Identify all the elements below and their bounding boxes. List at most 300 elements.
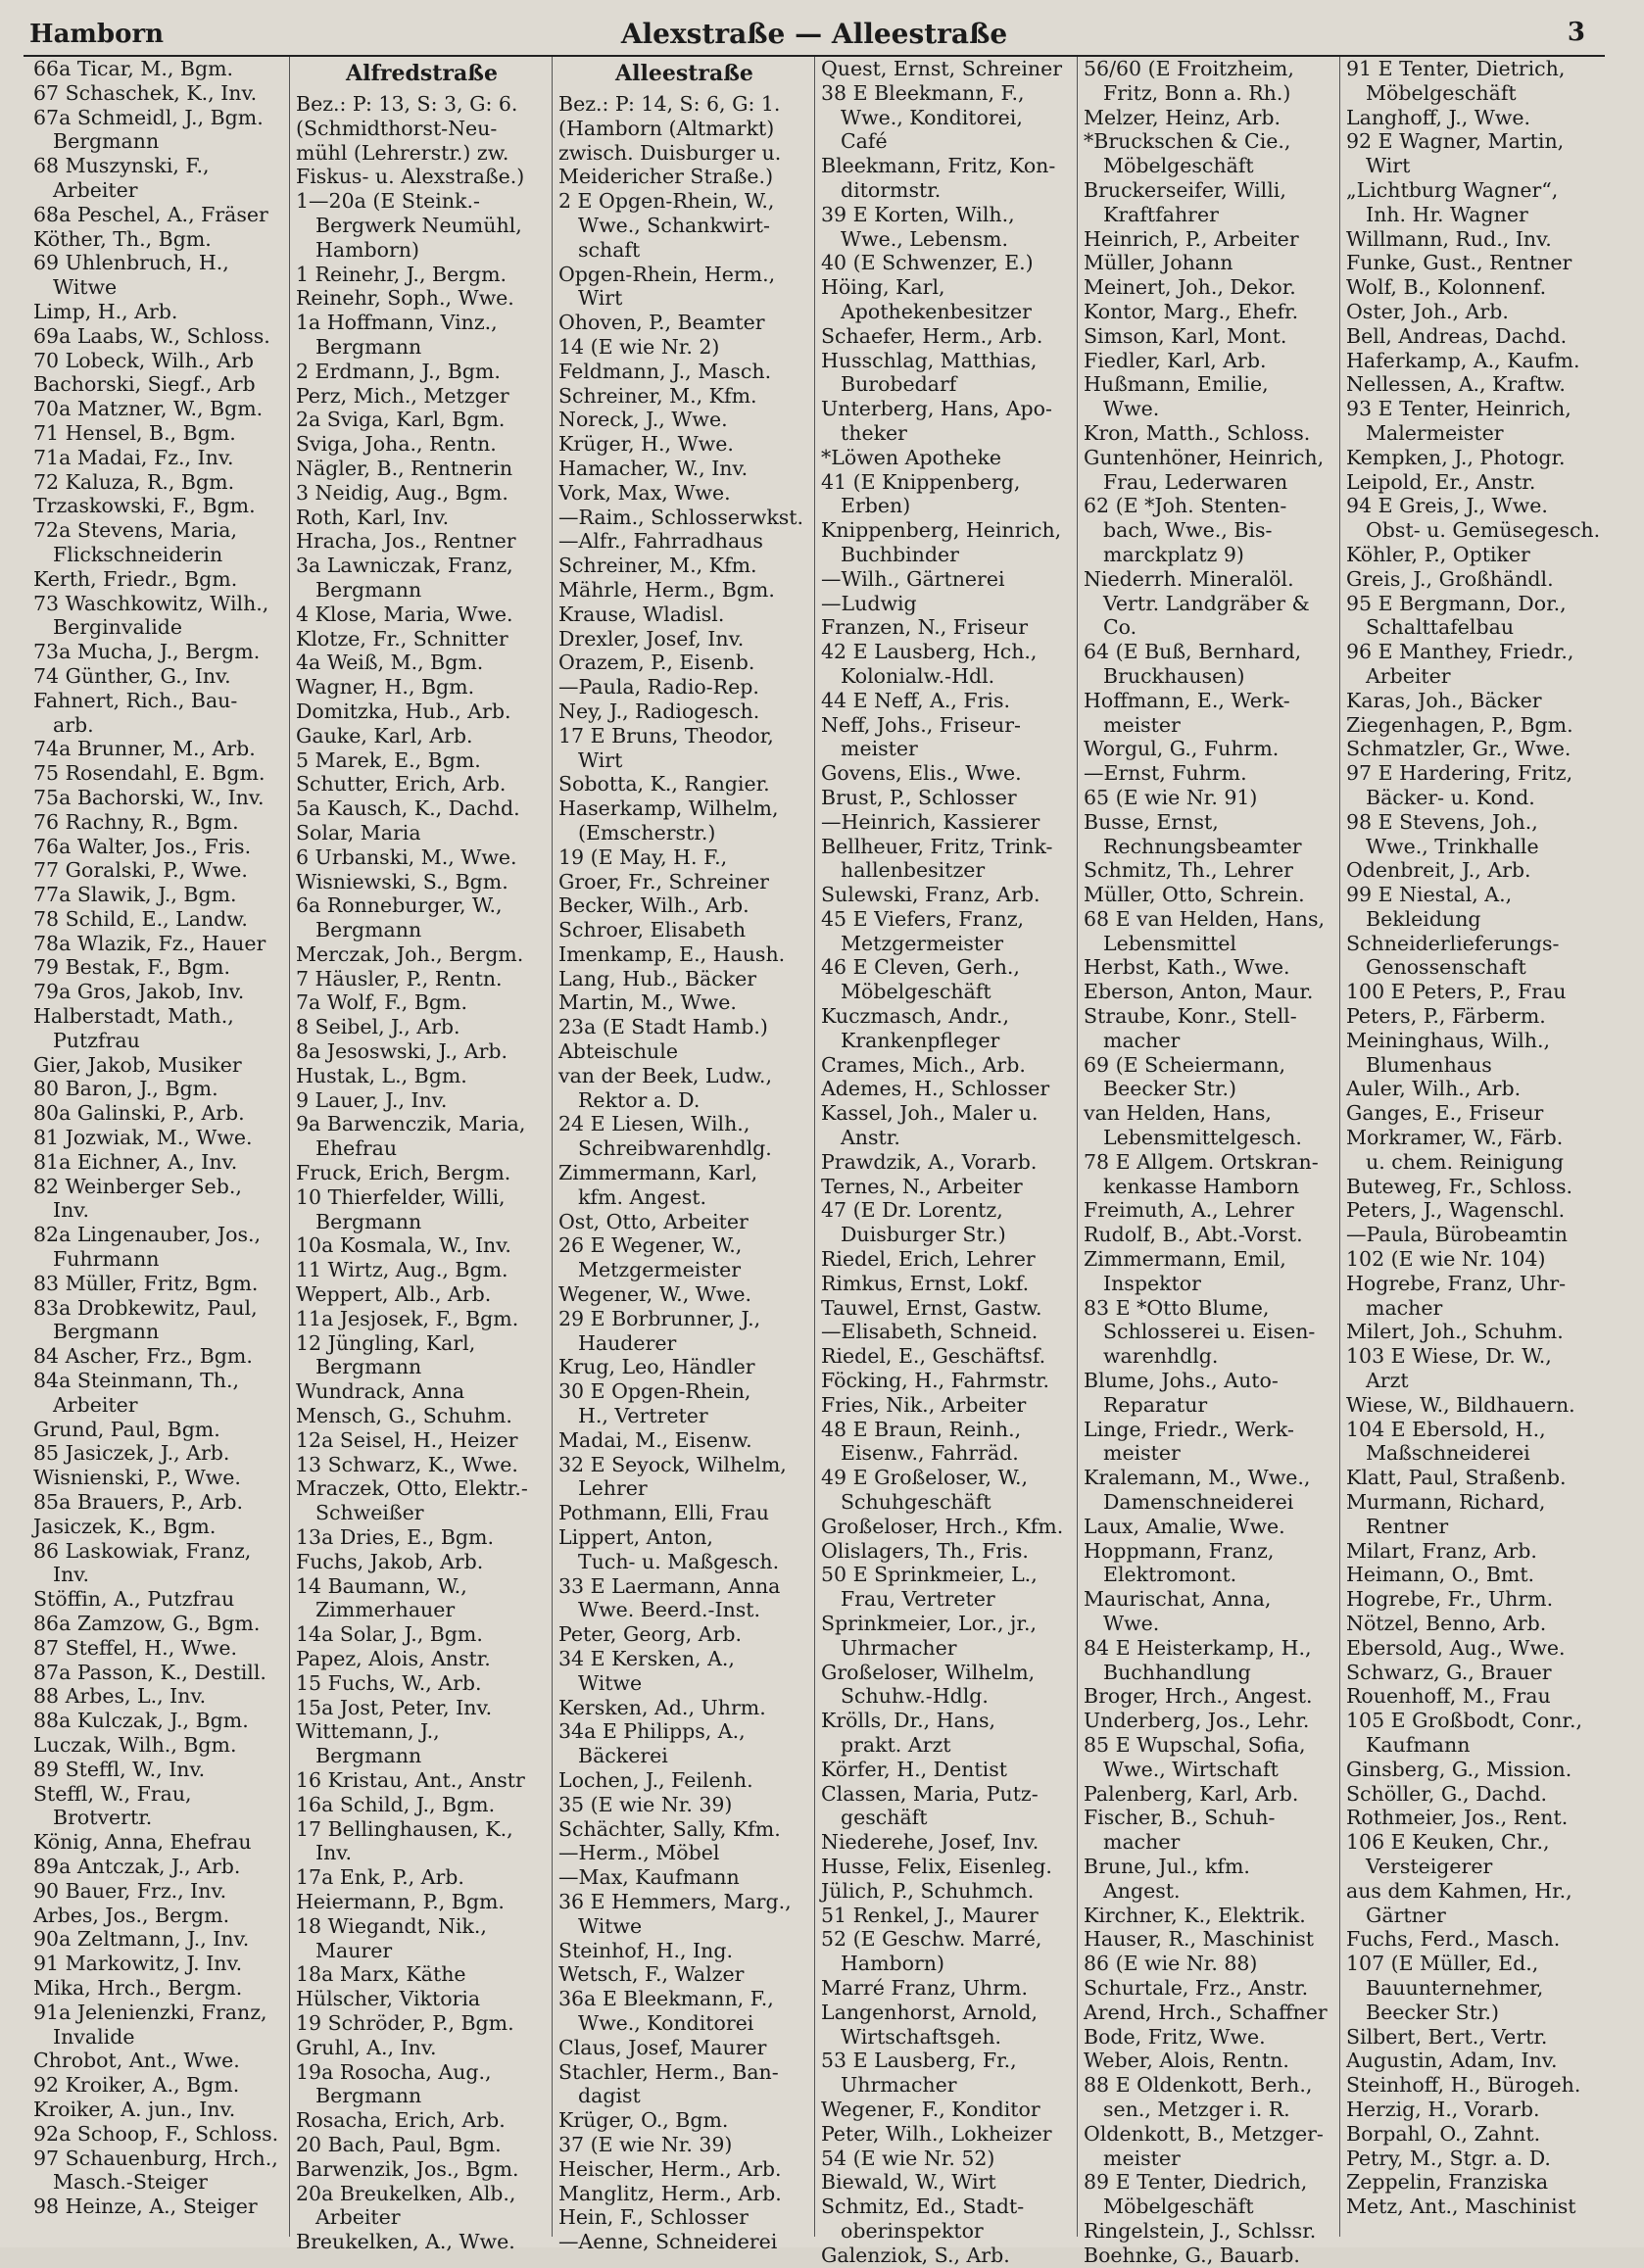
directory-entry: 37 (E wie Nr. 39) [558,2132,733,2156]
directory-entry: 46 E Cleven, Gerh., [821,955,1020,980]
directory-entry: Köhler, P., Optiker [1346,542,1530,566]
directory-entry: 85 Jasiczek, J., Arb. [33,1441,230,1466]
directory-entry: 73a Mucha, J., Bergm. [33,640,261,664]
directory-entry: Rouenhoff, M., Frau [1346,1684,1551,1709]
directory-entry: 71a Madai, Fz., Inv. [33,445,234,469]
directory-entry: Hauser, R., Maschinist [1084,1927,1315,1952]
directory-entry: Möbelgeschäft [1103,154,1254,178]
directory-entry: Schutter, Erich, Arb. [296,772,507,796]
directory-entry: 51 Renkel, J., Maurer [821,1903,1039,1927]
directory-entry: Weppert, Alb., Arb. [296,1282,492,1307]
directory-entry: Kersken, Ad., Uhrm. [558,1695,766,1719]
directory-entry: Marré Franz, Uhrm. [821,1975,1028,2000]
directory-entry: 16 Kristau, Ant., Anstr [296,1767,525,1792]
directory-entry: 107 (E Müller, Ed., [1346,1952,1539,1976]
directory-entry: Langenhorst, Arnold, [821,2000,1038,2024]
directory-entry: Arbes, Jos., Bergm. [33,1903,230,1927]
directory-entry: Krug, Leo, Händler [558,1355,755,1379]
directory-entry: —Ernst, Fuhrm. [1084,761,1247,786]
directory-entry: Peters, J., Wagenschl. [1346,1198,1566,1223]
directory-entry: Ost, Otto, Arbeiter [558,1209,749,1233]
directory-entry: Manglitz, Herm., Arb. [558,2181,782,2205]
directory-entry: Nägler, B., Rentnerin [296,456,513,480]
directory-entry: Versteigerer [1366,1854,1493,1878]
page-header [24,12,1605,57]
directory-entry: 84 Ascher, Frz., Bgm. [33,1344,253,1369]
directory-entry: Bergwerk Neumühl, [315,213,522,237]
directory-entry: 34a E Philipps, A., [558,1719,746,1744]
directory-entry: Odenbreit, J., Arb. [1346,858,1531,883]
directory-entry: Classen, Maria, Putz- [821,1781,1039,1806]
directory-entry: Obst- u. Gemüsegesch. [1366,518,1601,543]
directory-entry: 88a Kulczak, J., Bgm. [33,1709,249,1733]
directory-entry: Zeppelin, Franziska [1346,2170,1549,2195]
directory-entry: Rentner [1366,1514,1449,1538]
directory-entry: Palenberg, Karl, Arb. [1084,1781,1299,1806]
directory-entry: 68 Muszynski, F., [33,154,210,178]
directory-entry: Fuchs, Ferd., Masch. [1346,1927,1561,1952]
column-1 [27,57,290,2237]
directory-entry: Arbeiter [53,177,138,202]
directory-entry: Bergmann [315,1744,422,1768]
directory-entry: Lehrer [578,1476,648,1501]
directory-entry: Jülich, P., Schuhmch. [821,1878,1035,1903]
directory-entry: 68a Peschel, A., Fräser [33,202,268,226]
directory-entry: Ney, J., Radiogesch. [558,699,760,723]
directory-entry: 78a Wlazik, Fz., Hauer [33,931,266,955]
directory-entry: 91a Jelenienzki, Franz, [33,2000,267,2024]
directory-entry: Wirt [578,286,623,311]
directory-entry: Wwe., Schankwirt- [578,213,770,237]
directory-entry: Lochen, J., Feilenh. [558,1767,753,1792]
directory-entry: Kolonialw.-Hdl. [841,663,995,688]
directory-entry: Kralemann, M., Wwe., [1084,1466,1311,1490]
directory-entry: Bergmann [315,334,422,359]
directory-entry: 19 (E May, H. F., [558,844,728,869]
directory-entry: 54 (E wie Nr. 52) [821,2146,995,2170]
directory-entry: 2a Sviga, Karl, Bgm. [296,408,506,432]
directory-entry: Hauderer [578,1330,677,1355]
directory-entry: Schurtale, Frz., Anstr. [1084,1975,1309,2000]
directory-entry: Rimkus, Ernst, Lokf. [821,1271,1030,1295]
directory-entry: Reparatur [1103,1392,1208,1417]
directory-entry: prakt. Arzt [841,1732,951,1757]
directory-entry: 98 E Stevens, Joh., [1346,809,1538,834]
directory-entry: Kroiker, A. jun., Inv. [33,2097,236,2121]
directory-entry: Karas, Joh., Bäcker [1346,688,1542,712]
directory-entry: Madai, M., Eisenw. [558,1427,752,1452]
directory-entry: Krüger, H., Wwe. [558,432,734,457]
directory-entry: 79 Bestak, F., Bgm. [33,955,230,980]
directory-entry: Wwe. [1103,397,1160,421]
directory-entry: Wwe., Wirtschaft [1103,1757,1279,1781]
directory-entry: Prawdzik, A., Vorarb. [821,1149,1038,1174]
directory-entry: Witwe [53,275,118,300]
directory-entry: Auler, Wilh., Arb. [1346,1077,1522,1101]
directory-entry: Kerth, Friedr., Bgm. [33,566,238,591]
directory-entry: Wegener, F., Konditor [821,2097,1040,2121]
directory-entry: Crames, Mich., Arb. [821,1052,1026,1077]
directory-entry: 33 E Laermann, Anna [558,1573,781,1598]
directory-entry: 76a Walter, Jos., Fris. [33,834,252,858]
directory-entry: 36 E Hemmers, Marg., [558,1889,792,1913]
directory-entry: 103 E Wiese, Dr. W., [1346,1344,1552,1369]
directory-entry: macher [1366,1295,1443,1320]
directory-entry: 5 Marek, E., Bgm. [296,748,481,772]
directory-entry: 39 E Korten, Wilh., [821,202,1015,226]
directory-entry: 30 E Opgen-Rhein, [558,1379,751,1404]
directory-entry: Zimmermann, Emil, [1084,1247,1286,1272]
street-heading: Alfredstraße [346,61,498,86]
directory-entry: Sobotta, K., Rangier. [558,772,770,796]
directory-entry: Kirchner, K., Elektrik. [1084,1903,1306,1927]
directory-entry: Schreiner, M., Kfm. [558,383,757,408]
directory-entry: —Herm., Möbel [558,1841,720,1865]
directory-entry: 82 Weinberger Seb., [33,1174,242,1198]
directory-entry: Mraczek, Otto, Elektr.- [296,1476,528,1501]
directory-entry: 89 E Tenter, Diedrich, [1084,2170,1308,2195]
page-number: 3 [1567,18,1585,47]
directory-entry: *Bruckschen & Cie., [1084,129,1291,154]
directory-entry: geschäft [841,1806,928,1830]
directory-entry: Underberg, Jos., Lehr. [1084,1709,1310,1733]
directory-entry: 73 Waschkowitz, Wilh., [33,591,269,615]
directory-entry: Fruck, Erich, Bergm. [296,1161,511,1185]
directory-entry: Hamborn) [315,237,420,262]
directory-entry: 6 Urbanski, M., Wwe. [296,844,517,869]
directory-entry: Milert, Joh., Schuhm. [1346,1320,1564,1344]
directory-entry: Schaefer, Herm., Arb. [821,323,1043,348]
directory-entry: Rudolf, B., Abt.-Vorst. [1084,1223,1303,1247]
directory-entry: Heiermann, P., Bgm. [296,1889,505,1913]
directory-entry: Arzt [1366,1369,1409,1393]
directory-entry: Schalttafelbau [1366,615,1515,640]
directory-entry: Haserkamp, Wilhelm, [558,796,779,821]
directory-entry: 68 E van Helden, Hans, [1084,906,1325,931]
directory-entry: Knippenberg, Heinrich, [821,518,1062,543]
directory-entry: Straube, Konr., Stell- [1084,1004,1297,1029]
directory-entry: Arend, Hrch., Schaffner [1084,2000,1328,2024]
directory-entry: Breukelken, A., Wwe. [296,2230,515,2254]
directory-entry: Fiedler, Karl, Arb. [1084,348,1267,372]
directory-entry: Nötzel, Benno, Arb. [1346,1612,1547,1635]
directory-entry: 93 E Tenter, Heinrich, [1346,397,1571,421]
directory-entry: Putzfrau [53,1028,140,1052]
directory-entry: König, Anna, Ehefrau [33,1830,252,1855]
directory-entry: warenhdlg. [1103,1344,1219,1369]
directory-entry: Fischer, B., Schuh- [1084,1806,1276,1830]
directory-entry: Duisburger Str.) [841,1223,1006,1247]
directory-entry: Peter, Wilh., Lokheizer [821,2121,1052,2146]
directory-entry: 10 Thierfelder, Willi, [296,1184,506,1209]
directory-entry: 12 Jüngling, Karl, [296,1330,476,1355]
directory-entry: Linge, Friedr., Werk- [1084,1417,1294,1441]
directory-entry: 4a Weiß, M., Bgm. [296,651,484,675]
directory-entry: Rosacha, Erich, Arb. [296,2108,506,2133]
directory-entry: 70a Matzner, W., Bgm. [33,397,264,421]
directory-entry: 102 (E wie Nr. 104) [1346,1247,1546,1272]
directory-entry: Metzgermeister [841,931,1004,955]
directory-entry: Köther, Th., Bgm. [33,226,212,251]
directory-entry: 80a Galinski, P., Arb. [33,1101,245,1126]
directory-entry: 8a Jesoswski, J., Arb. [296,1039,508,1064]
directory-entry: 1a Hoffmann, Vinz., [296,311,498,335]
directory-entry: Bekleidung [1366,906,1481,931]
directory-entry: Claus, Josef, Maurer [558,2035,767,2059]
directory-entry: Noreck, J., Wwe. [558,408,728,432]
directory-entry: Eberson, Anton, Maur. [1084,980,1314,1004]
directory-entry: Buchbinder [841,542,959,566]
directory-entry: zwisch. Duisburger u. [558,140,782,165]
directory-entry: Peter, Georg, Arb. [558,1622,743,1647]
directory-entry: 32 E Seyock, Wilhelm, [558,1452,787,1476]
directory-entry: Martin, M., Wwe. [558,990,737,1015]
directory-entry: Gauke, Karl, Arb. [296,723,473,748]
directory-entry: 83 Müller, Fritz, Bgm. [33,1271,259,1295]
directory-entry: Bergmann [315,1355,422,1379]
directory-entry: Anstr. [841,1126,900,1150]
directory-entry: 82a Lingenauber, Jos., [33,1223,262,1247]
directory-entry: Weber, Alois, Rentn. [1084,2049,1289,2073]
directory-entry: 16a Schild, J., Bgm. [296,1792,496,1816]
directory-entry: Feldmann, J., Masch. [558,359,772,383]
directory-entry: Worgul, G., Fuhrm. [1084,737,1280,761]
directory-entry: 3 Neidig, Aug., Bgm. [296,480,508,505]
directory-entry: Meinert, Joh., Dekor. [1084,275,1296,300]
directory-entry: 15 Fuchs, W., Arb. [296,1670,482,1695]
directory-entry: Beecker Str.) [1366,2000,1500,2024]
directory-entry: 56/60 (E Froitzheim, [1084,57,1294,80]
directory-entry: Milart, Franz, Arb. [1346,1538,1537,1563]
directory-entry: Erben) [841,494,911,518]
directory-entry: 2 Erdmann, J., Bgm. [296,359,501,383]
directory-entry: Elektromont. [1103,1563,1237,1587]
directory-entry: —Paula, Bürobeamtin [1346,1223,1568,1247]
directory-entry: Rektor a. D. [578,1087,701,1112]
directory-entry: Willmann, Rud., Inv. [1346,226,1552,251]
directory-entry: 4 Klose, Maria, Wwe. [296,602,513,626]
directory-entry: 92a Schoop, F., Schloss. [33,2121,279,2146]
directory-entry: Riedel, E., Geschäftsf. [821,1344,1046,1369]
directory-entry: Hogrebe, Franz, Uhr- [1346,1271,1567,1295]
directory-entry: Bachorski, Siegf., Arb [33,372,256,397]
directory-entry: 77a Slawik, J., Bgm. [33,883,237,907]
directory-entry: Inv. [315,1841,352,1865]
directory-entry: 105 E Großbodt, Conr., [1346,1709,1583,1733]
directory-entry: Franzen, N., Friseur [821,615,1029,640]
directory-entry: Lippert, Anton, [558,1525,713,1550]
directory-entry: hallenbesitzer [841,858,986,883]
directory-entry: 12a Seisel, H., Heizer [296,1427,518,1452]
directory-entry: kenkasse Hamborn [1103,1174,1300,1198]
directory-entry: 10a Kosmala, W., Inv. [296,1233,511,1258]
directory-entry: Genossenschaft [1366,955,1526,980]
directory-entry: 18 Wiegandt, Nik., [296,1913,487,1938]
directory-entry: (Schmidthorst-Neu- [296,116,498,140]
directory-entry: Langhoff, J., Wwe. [1346,105,1531,129]
directory-entry: Ebersold, Aug., Wwe. [1346,1635,1566,1660]
directory-entry: 98 Heinze, A., Steiger [33,2195,258,2219]
directory-entry: schaft [578,237,641,262]
directory-entry: Krankenpfleger [841,1028,1000,1052]
directory-entry: Husschlag, Matthias, [821,348,1038,372]
directory-entry: Rothmeier, Jos., Rent. [1346,1806,1569,1830]
directory-entry: kfm. Angest. [578,1184,707,1209]
directory-entry: Maßschneiderei [1366,1441,1530,1466]
directory-entry: Schlosserei u. Eisen- [1103,1320,1316,1344]
directory-entry: H., Vertreter [578,1404,708,1428]
directory-entry: 38 E Bleekmann, F., [821,80,1025,105]
directory-entry: Bellheuer, Fritz, Trink- [821,834,1053,858]
directory-entry: Opgen-Rhein, Herm., [558,262,776,286]
directory-entry: Klatt, Paul, Straßenb. [1346,1466,1567,1490]
directory-entry: 48 E Braun, Reinh., [821,1417,1022,1441]
directory-entry: Quest, Ernst, Schreiner [821,57,1063,80]
directory-entry: Merczak, Joh., Bergm. [296,941,524,966]
directory-entry: 64 (E Buß, Bernhard, [1084,640,1302,664]
directory-entry: Herzig, H., Vorarb. [1346,2097,1540,2121]
directory-entry: Buteweg, Fr., Schloss. [1346,1174,1572,1198]
directory-entry: Lebensmittel [1103,931,1236,955]
directory-entry: Augustin, Adam, Inv. [1346,2049,1558,2073]
directory-entry: Flickschneiderin [53,542,223,566]
directory-entry: 87 Steffel, H., Wwe. [33,1635,237,1660]
directory-entry: 47 (E Dr. Lorentz, [821,1198,1003,1223]
directory-entry: Drexler, Josef, Inv. [558,626,745,651]
directory-entry: Hülscher, Viktoria [296,1987,481,2011]
directory-entry: Bergmann [53,129,160,154]
directory-entry: 97 E Hardering, Fritz, [1346,761,1573,786]
directory-entry: Bleekmann, Fritz, Kon- [821,154,1056,178]
directory-entry: Halberstadt, Math., [33,1004,234,1029]
directory-entry: Lebensmittelgesch. [1103,1126,1302,1150]
directory-entry: Steinhof, H., Ing. [558,1938,733,1962]
directory-entry: Kontor, Marg., Ehefr. [1084,299,1299,323]
directory-entry: Bäckerei [578,1744,668,1768]
directory-entry: Busse, Ernst, [1084,809,1219,834]
directory-entry: 72a Stevens, Maria, [33,518,238,543]
directory-entry: Schuhgeschäft [841,1490,991,1515]
directory-entry: Govens, Elis., Wwe. [821,761,1022,786]
directory-entry: Maurischat, Anna, [1084,1587,1272,1612]
directory-entry: Ohoven, P., Beamter [558,311,765,335]
directory-entry: 86 (E wie Nr. 88) [1084,1952,1258,1976]
directory-entry: Freimuth, A., Lehrer [1084,1198,1294,1223]
directory-entry: Gärtner [1366,1903,1446,1927]
directory-entry: Murmann, Richard, [1346,1490,1546,1515]
directory-entry: Schwarz, G., Brauer [1346,1660,1552,1684]
directory-entry: Wwe., Konditorei, [841,105,1023,129]
directory-entry: Kuczmasch, Andr., [821,1004,1009,1029]
directory-entry: dagist [578,2084,641,2108]
directory-entry: Fahnert, Rich., Bau- [33,688,238,712]
directory-entry: Brune, Jul., kfm. [1084,1854,1250,1878]
directory-entry: Zimmermann, Karl, [558,1161,758,1185]
directory-entry: Arbeiter [53,1392,138,1417]
directory-entry: Schächter, Sally, Kfm. [558,1816,781,1841]
directory-entry: —Max, Kaufmann [558,1865,740,1890]
directory-entry: Wisnienski, P., Wwe. [33,1466,241,1490]
directory-entry: Perz, Mich., Metzger [296,383,509,408]
directory-entry: Ringelstein, J., Schlssr. [1084,2218,1317,2243]
directory-entry: Inv. [53,1198,89,1223]
directory-entry: Schöller, G., Dachd. [1346,1781,1548,1806]
directory-entry: 41 (E Knippenberg, [821,469,1021,494]
directory-entry: Arbeiter [1366,663,1451,688]
directory-entry: Ehefrau [315,1136,398,1161]
directory-entry: Kassel, Joh., Maler u. [821,1101,1039,1126]
directory-entry: Kaufmann [1366,1732,1471,1757]
directory-entry: 62 (E *Joh. Stenten- [1084,494,1287,518]
directory-entry: Metz, Ant., Maschinist [1346,2195,1576,2219]
directory-entry: 95 E Bergmann, Dor., [1346,591,1567,615]
directory-entry: —Ludwig [821,591,917,615]
directory-entry: 65 (E wie Nr. 91) [1084,785,1258,809]
directory-entry: Ganges, E., Friseur [1346,1101,1544,1126]
directory-entry: Kron, Matth., Schloss. [1084,420,1311,445]
directory-entry: 86 Laskowiak, Franz, [33,1538,252,1563]
directory-entry: 50 E Sprinkmeier, L., [821,1563,1038,1587]
directory-entry: Fritz, Bonn a. Rh.) [1103,80,1291,105]
directory-entry: meister [1103,1441,1181,1466]
directory-entry: Sprinkmeier, Lor., jr., [821,1612,1037,1635]
directory-entry: 94 E Greis, J., Wwe. [1346,494,1548,518]
directory-entry: 84a Steinmann, Th., [33,1369,240,1393]
directory-entry: Bruckhausen) [1103,663,1245,688]
directory-entry: 42 E Lausberg, Hch., [821,640,1038,664]
directory-entry: Peters, P., Färberm. [1346,1004,1546,1029]
directory-entry: 67a Schmeidl, J., Bgm. [33,105,264,129]
directory-entry: 96 E Manthey, Friedr., [1346,640,1574,664]
directory-entry: Ternes, N., Arbeiter [821,1174,1023,1198]
directory-entry: 6a Ronneburger, W., [296,893,503,918]
directory-entry: Trzaskowski, F., Bgm. [33,494,256,518]
directory-entry: 69a Laabs, W., Schloss. [33,323,270,348]
directory-entry: 74 Günther, G., Inv. [33,663,231,688]
directory-entry: Ademes, H., Schlosser [821,1077,1050,1101]
directory-entry: 53 E Lausberg, Fr., [821,2049,1017,2073]
directory-entry: Oster, Joh., Arb. [1346,299,1509,323]
directory-entry: 88 E Oldenkott, Berh., [1084,2073,1313,2098]
directory-entry: marckplatz 9) [1103,542,1244,566]
directory-entry: Vork, Max, Wwe. [558,480,731,505]
directory-entry: Laux, Amalie, Wwe. [1084,1514,1285,1538]
directory-entry: 91 E Tenter, Dietrich, [1346,57,1566,80]
directory-entry: Schuhw.-Hdlg. [841,1684,989,1709]
directory-entry: Fries, Nik., Arbeiter [821,1392,1027,1417]
directory-entry: meister [1103,2146,1181,2170]
directory-entry: Husse, Felix, Eisenleg. [821,1854,1052,1878]
directory-entry: arb. [53,712,94,737]
directory-entry: Domitzka, Hub., Arb. [296,699,511,723]
directory-entry: 9a Barwenczik, Maria, [296,1112,526,1136]
directory-entry: 85 E Wupschal, Sofia, [1084,1732,1306,1757]
directory-entry: —Aenne, Schneiderei [558,2230,778,2254]
directory-entry: Witwe [578,1670,643,1695]
directory-entry: Biewald, W., Wirt [821,2170,996,2195]
directory-entry: Boehnke, G., Bauarb. [1084,2243,1300,2267]
directory-entry: Meidericher Straße.) [558,165,774,189]
directory-entry: 75 Rosendahl, E. Bgm. [33,761,266,786]
directory-entry: Galenziok, S., Arb. [821,2243,1010,2267]
directory-entry: 104 E Ebersold, H., [1346,1417,1546,1441]
directory-entry: Krölls, Dr., Hans, [821,1709,995,1733]
directory-entry: Wwe. Beerd.-Inst. [578,1598,761,1622]
directory-entry: 29 E Borbrunner, J., [558,1306,761,1330]
directory-entry: 74a Brunner, M., Arb. [33,737,256,761]
directory-entry: Buchhandlung [1103,1660,1251,1684]
directory-entry: Bäcker- u. Kond. [1366,785,1535,809]
